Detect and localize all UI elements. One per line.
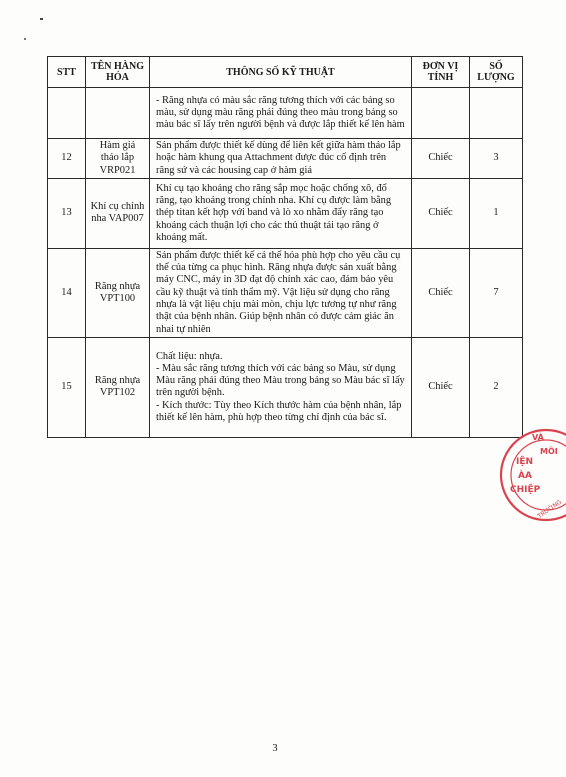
table-row-continuation bbox=[48, 88, 523, 139]
unit-cell: Chiếc bbox=[412, 139, 470, 179]
name-cell bbox=[86, 88, 150, 139]
stt-cell bbox=[48, 88, 86, 139]
unit-cell: Chiếc bbox=[412, 337, 470, 437]
scan-speck bbox=[40, 18, 43, 20]
company-seal bbox=[496, 420, 566, 530]
spec-text: Sản phẩm được thiết kế dùng để liên kết giữa hàm tháo lắp hoặc hàm khung qua Attachment được đúc cố định trên răng sứ và các housing cap ở hàm giả bbox=[156, 140, 401, 176]
spec-text: - Kích thước: Tùy theo Kích thước hàm của bệnh nhân, lắp thiết kế lên hàm, phù hợp theo từng chỉ định của bác sĩ. bbox=[156, 399, 402, 424]
spec-cell bbox=[150, 88, 412, 139]
spec-cell bbox=[150, 337, 412, 437]
header-qty: SỐ LƯỢNG bbox=[470, 57, 523, 88]
page-number: 3 bbox=[272, 743, 278, 754]
header-name: TÊN HÀNG HÓA bbox=[86, 57, 150, 88]
spec-cell bbox=[150, 178, 412, 248]
qty-cell: 2 bbox=[470, 337, 523, 437]
header-unit: ĐƠN VỊ TÍNH bbox=[412, 57, 470, 88]
spec-text: - Màu sắc răng tương thích với các bảng so Màu, sử dụng Màu răng phải đúng theo Màu trong bảng so Màu bác sĩ lấy trên người bệnh. bbox=[156, 362, 405, 399]
spec-text: Chất liệu: nhựa. bbox=[156, 350, 223, 362]
seal-text: ÀA bbox=[518, 471, 532, 481]
name-cell: Răng nhựa VPT100 bbox=[86, 248, 150, 337]
header-stt: STT bbox=[48, 57, 86, 88]
stt-cell: 14 bbox=[48, 248, 86, 337]
seal-text: VÀ bbox=[532, 433, 544, 442]
unit-cell: Chiếc bbox=[412, 248, 470, 337]
spec-cell bbox=[150, 139, 412, 179]
scan-speck bbox=[24, 38, 26, 40]
qty-cell: 1 bbox=[470, 178, 523, 248]
table-row bbox=[48, 337, 523, 437]
table-row bbox=[48, 139, 523, 179]
unit-cell bbox=[412, 88, 470, 139]
qty-cell: 3 bbox=[470, 139, 523, 179]
stt-cell: 15 bbox=[48, 337, 86, 437]
stt-cell: 13 bbox=[48, 178, 86, 248]
seal-text: IỆN bbox=[516, 457, 534, 467]
header-spec: THÔNG SỐ KỸ THUẬT bbox=[150, 57, 412, 88]
unit-cell: Chiếc bbox=[412, 178, 470, 248]
seal-text: TRƯỜNG bbox=[536, 498, 564, 521]
stt-cell: 12 bbox=[48, 139, 86, 179]
qty-cell: 7 bbox=[470, 248, 523, 337]
table-row bbox=[48, 248, 523, 337]
seal-text: CHIỆP bbox=[510, 485, 541, 495]
qty-cell bbox=[470, 88, 523, 139]
name-cell: Hàm giả tháo lắp VRP021 bbox=[86, 139, 150, 179]
spec-cell bbox=[150, 248, 412, 337]
name-cell: Răng nhựa VPT102 bbox=[86, 337, 150, 437]
spec-text: - Răng nhựa có màu sắc răng tương thích với các bảng so màu, sử dụng màu răng phải đúng theo màu trong bảng so màu bác sĩ lấy trên người bệnh và được lắp thiết kế lên hàm bbox=[156, 94, 405, 131]
seal-text: MÔI bbox=[540, 447, 558, 456]
name-cell: Khí cụ chỉnh nha VAP007 bbox=[86, 178, 150, 248]
spec-table bbox=[47, 56, 523, 438]
header-row bbox=[48, 57, 523, 88]
spec-text: Khí cụ tạo khoảng cho răng sắp mọc hoặc chống xô, đổ răng, tạo khoảng trong chỉnh nha. Khí cụ được làm bằng thép titan kết hợp với band và lò xo nhằm đẩy răng tạo khoảng cách thuận lợi cho các thủ thuật tái tạo răng ở khoảng mất. bbox=[156, 182, 392, 243]
table-row bbox=[48, 178, 523, 248]
spec-text: Sản phẩm được thiết kế cá thể hóa phù hợp cho yêu cầu cụ thể của từng ca phục hình. Răng nhựa được sản xuất bằng máy CNC, máy in 3D đạt độ chính xác cao, đảm bảo yêu cầu kỹ thuật và tính thẩm mỹ. Vật liệu sử dụng cho răng nhựa là vật liệu chịu mài mòn, chịu lực tương tự như răng thật của bệnh nhân. Giúp bệnh nhân có được cảm giác ăn nhai tự nhiên bbox=[156, 249, 401, 335]
